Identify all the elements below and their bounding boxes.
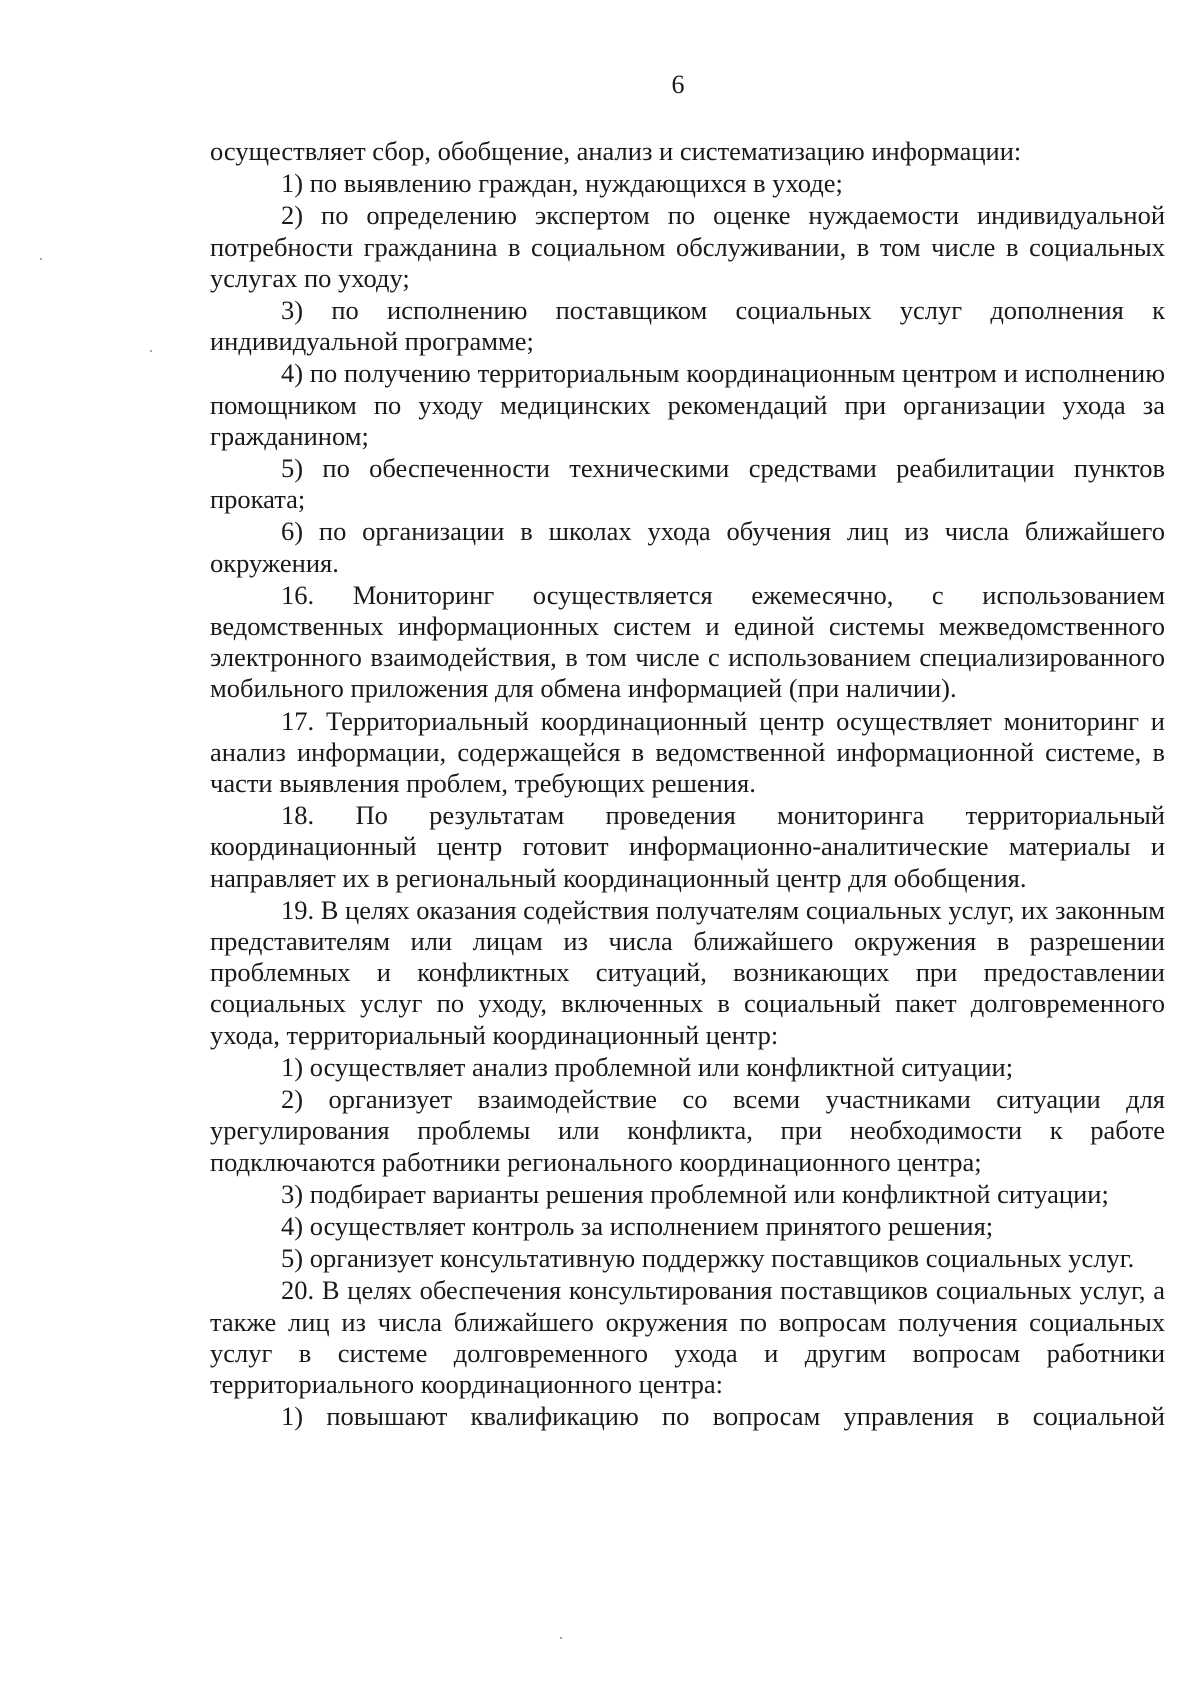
paragraph: 18. По результатам проведения мониторинга территориальный координационный центр готовит информационно-аналитические материалы и направляет их в региональный координационный центр для обобщения. (210, 800, 1165, 893)
scan-speck (150, 350, 152, 352)
paragraph: 17. Территориальный координационный центр осуществляет мониторинг и анализ информации, содержащейся в ведомственной информационной системе, в части выявления проблем, требующих решения. (210, 705, 1165, 799)
paragraph: 3) подбирает варианты решения проблемной или конфликтной ситуации; (281, 1178, 1109, 1209)
paragraph: 4) по получению территориальным координационным центром и исполнению помощником по уходу медицинских рекомендаций при организации ухода за гражданином; (210, 358, 1165, 451)
paragraph: 2) организует взаимодействие со всеми участниками ситуации для урегулирования проблемы или конфликта, при необходимости к работе подключаются работники регионального координационного центра; (210, 1084, 1165, 1177)
paragraph: 1) повышают квалификацию по вопросам управления в социальной (281, 1401, 1165, 1432)
paragraph: 19. В целях оказания содействия получателям социальных услуг, их законным представителям или лицам из числа ближайшего окружения в разрешении проблемных и конфликтных ситуаций, возникающих при предоставлении социальных услуг по уходу, включенных в социальный пакет долговременного ухода, территориальный координационный центр: (210, 894, 1165, 1050)
paragraph: 20. В целях обеспечения консультирования поставщиков социальных услуг, а также лиц из числа ближайшего окружения по вопросам получения социальных услуг в системе долговременного ухода и другим вопросам работники территориального координационного центра: (210, 1275, 1165, 1399)
paragraph: 6) по организации в школах ухода обучения лиц из числа ближайшего окружения. (210, 516, 1165, 578)
page-number: 6 (671, 70, 685, 99)
paragraph: 4) осуществляет контроль за исполнением принятого решения; (281, 1210, 994, 1241)
paragraph: 1) по выявлению граждан, нуждающихся в уходе; (281, 168, 843, 199)
paragraph: 16. Мониторинг осуществляется ежемесячно, с использованием ведомственных информационных систем и единой системы межведомственного электронного взаимодействия, в том числе с использованием специализированного мобильного приложения для обмена информацией (при наличии). (210, 579, 1165, 704)
paragraph: 3) по исполнению поставщиком социальных услуг дополнения к индивидуальной программе; (210, 295, 1165, 357)
paragraph: 5) организует консультативную поддержку поставщиков социальных услуг. (281, 1243, 1135, 1274)
document-body (210, 136, 1165, 1433)
scan-speck (560, 1637, 562, 1639)
paragraph: осуществляет сбор, обобщение, анализ и систематизацию информации: (210, 136, 1022, 166)
scan-speck (40, 258, 42, 260)
paragraph: 5) по обеспеченности техническими средствами реабилитации пунктов проката; (210, 453, 1165, 515)
paragraph: 2) по определению экспертом по оценке нуждаемости индивидуальной потребности гражданина в социальном обслуживании, в том числе в социальных услугах по уходу; (210, 200, 1165, 293)
paragraph: 1) осуществляет анализ проблемной или конфликтной ситуации; (281, 1051, 1014, 1082)
